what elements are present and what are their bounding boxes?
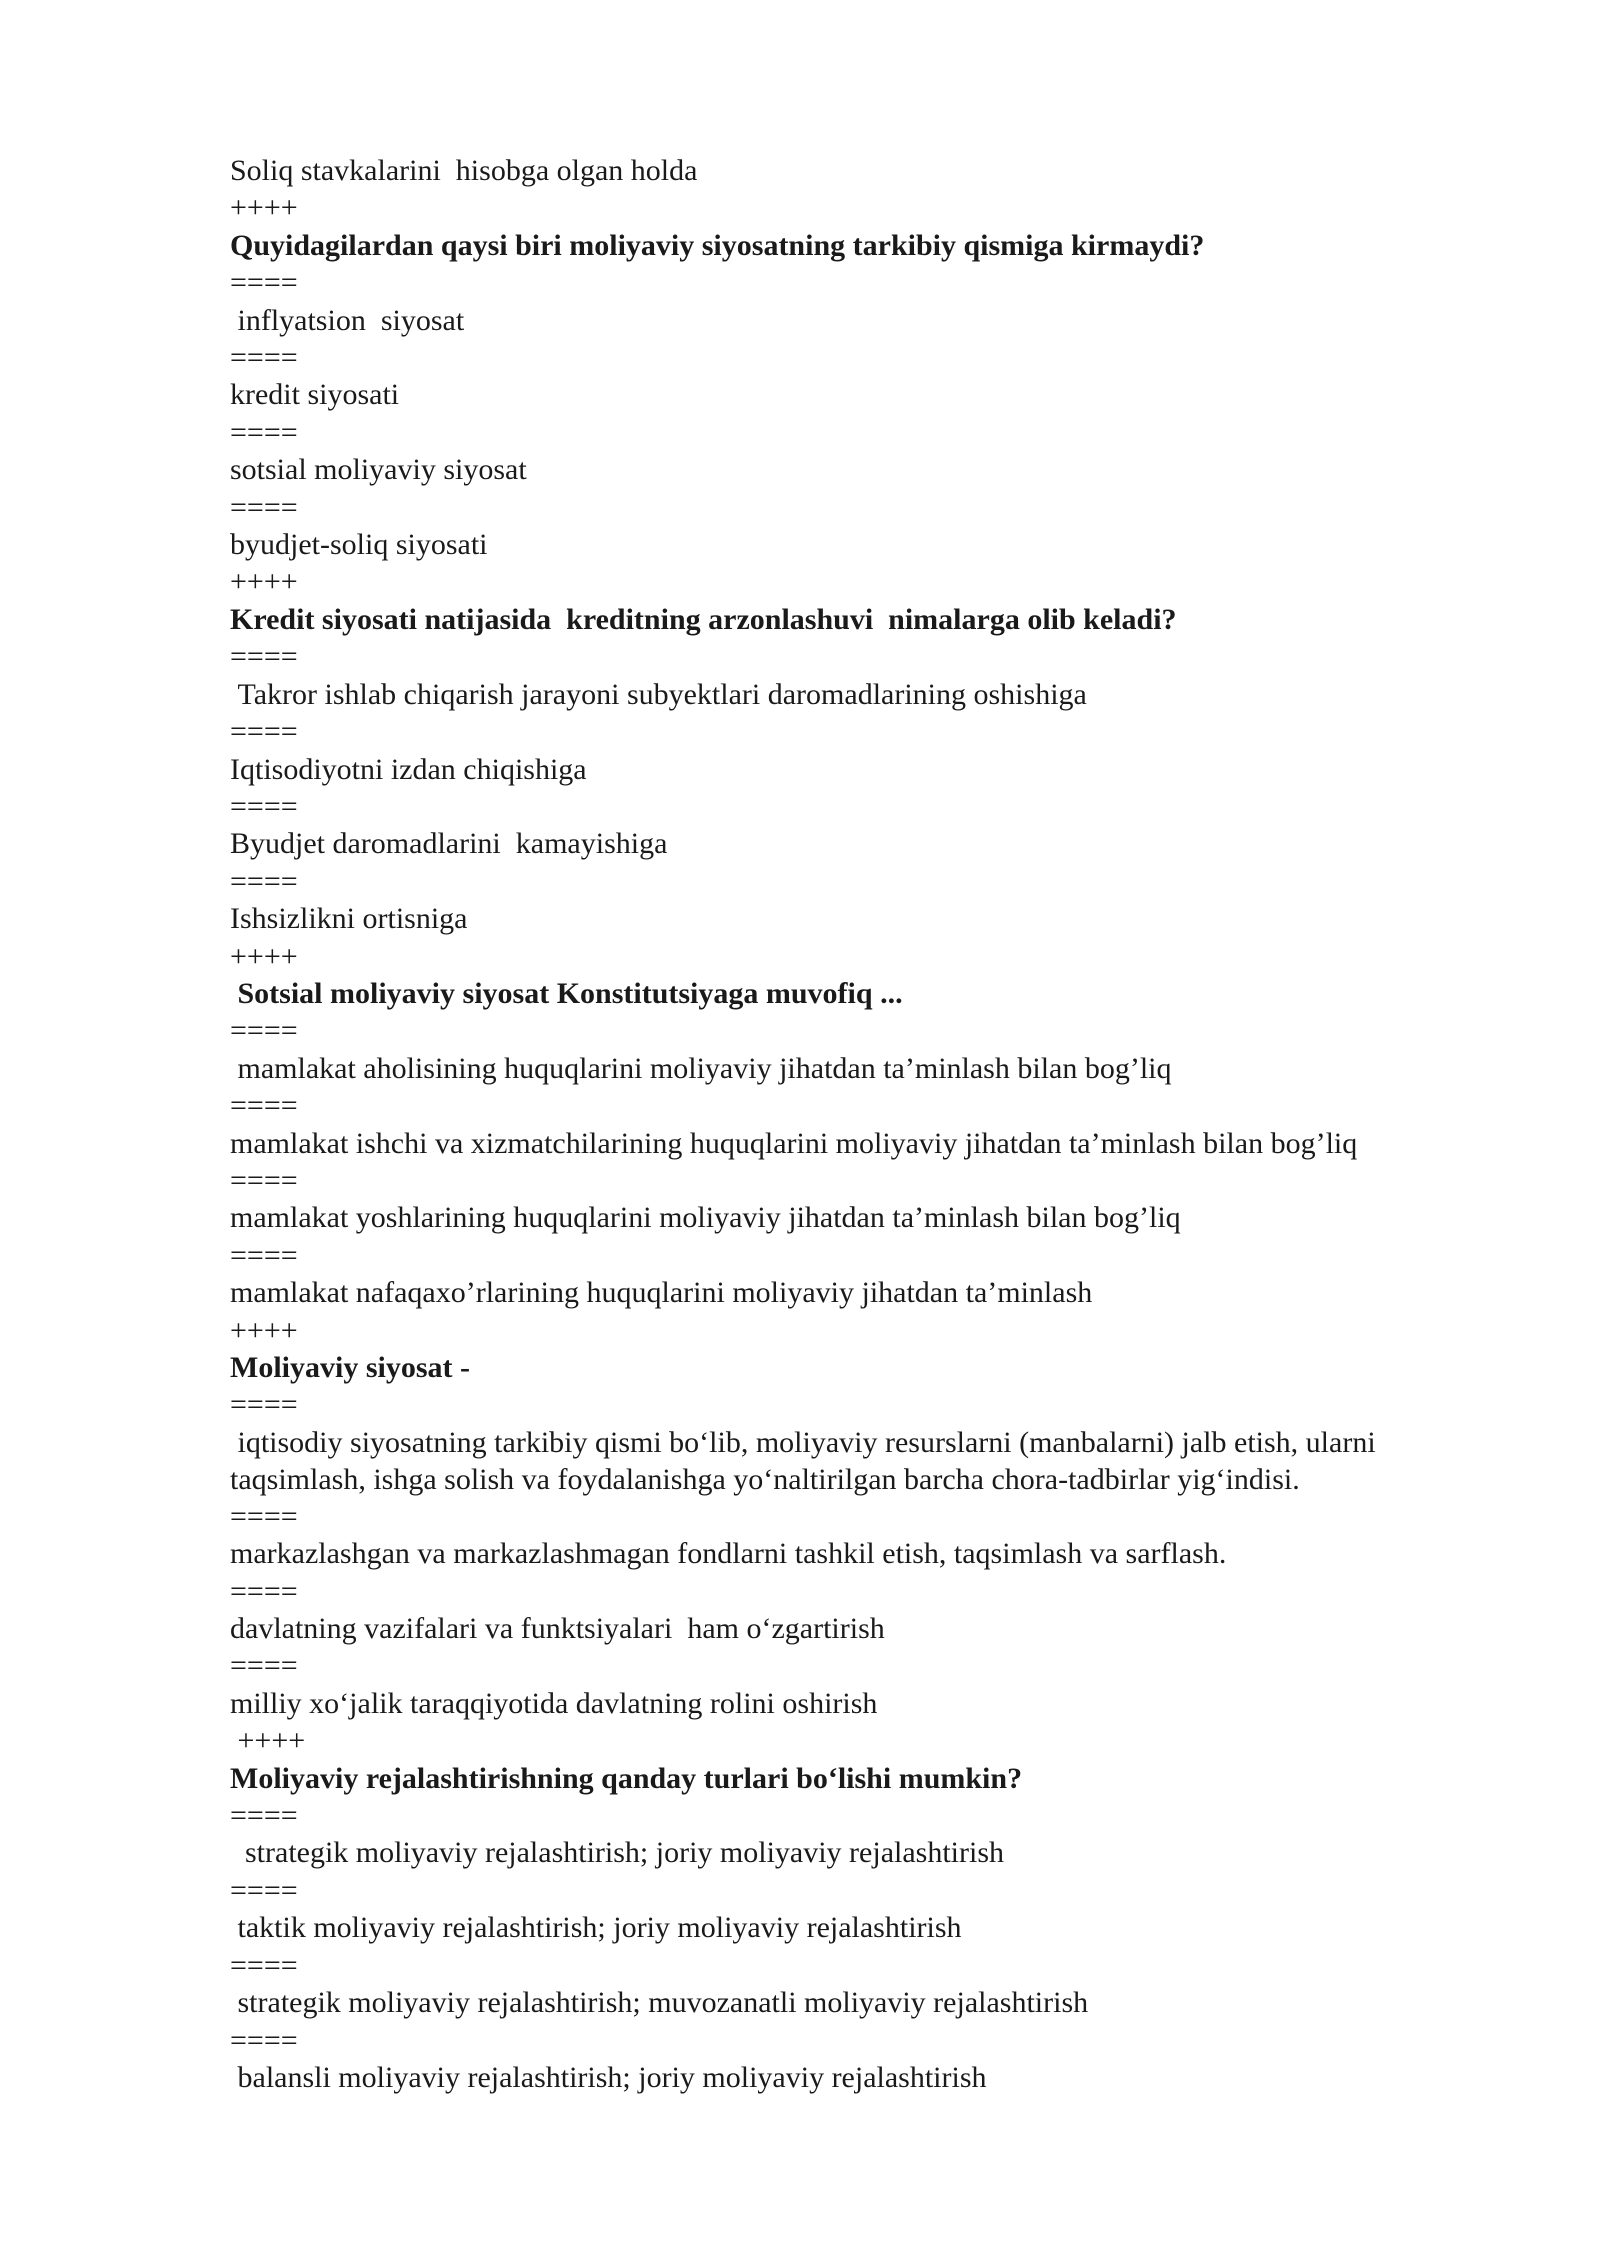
answer-line: strategik moliyaviy rejalashtirish; joriy moliyaviy rejalashtirish [230,1836,1005,1870]
separator-line: ==== [230,341,298,375]
answer-line: taktik moliyaviy rejalashtirish; joriy moliyaviy rejalashtirish [230,1911,962,1945]
answer-line: milliy xo‘jalik taraqqiyotida davlatning rolini oshirish [230,1686,878,1720]
separator-line: ==== [230,715,298,749]
answer-line: Iqtisodiyotni izdan chiqishiga [230,752,587,786]
answer-line: sotsial moliyaviy siyosat [230,453,527,487]
separator-line: ==== [230,490,298,524]
answer-line: Ishsizlikni ortisniga [230,902,468,936]
separator-line: ==== [230,1873,298,1907]
separator-line: ==== [230,1948,298,1982]
answer-line: Soliq stavkalarini hisobga olgan holda [230,154,698,187]
question-line: Moliyaviy siyosat - [230,1351,470,1384]
separator-line: ==== [230,789,298,823]
separator-line: ==== [230,1238,298,1272]
separator-line: ++++ [230,565,298,599]
document-body [230,152,1480,2096]
answer-line: strategik moliyaviy rejalashtirish; muvozanatli moliyaviy rejalashtirish [230,1986,1089,2020]
answer-line: iqtisodiy siyosatning tarkibiy qismi bo‘lib, moliyaviy resurslarni (manbalarni) jalb etish, ularni taqsimlash, ishga solish va foydalanishga yo‘naltirilgan barcha chora-tadbirlar yig‘indisi. [230,1425,1384,1496]
answer-line: inflyatsion siyosat [230,303,465,337]
separator-line: ==== [230,1649,298,1683]
question-line: Sotsial moliyaviy siyosat Konstitutsiyaga muvofiq ... [230,976,903,1010]
separator-line: ==== [230,415,298,449]
separator-line: ==== [230,1799,298,1833]
answer-line: Byudjet daromadlarini kamayishiga [230,827,668,861]
answer-line: Takror ishlab chiqarish jarayoni subyektlari daromadlarining oshishiga [230,677,1087,711]
separator-line: ==== [230,1574,298,1608]
separator-line: ==== [230,1089,298,1123]
separator-line: ++++ [230,939,298,973]
separator-line: ==== [230,1499,298,1533]
question-line: Quyidagilardan qaysi biri moliyaviy siyosatning tarkibiy qismiga kirmaydi? [230,228,1205,262]
separator-line: ++++ [230,191,298,225]
answer-line: mamlakat nafaqaxo’rlarining huquqlarini moliyaviy jihatdan ta’minlash [230,1276,1093,1310]
answer-line: kredit siyosati [230,378,400,412]
separator-line: ++++ [230,1313,298,1347]
question-line: Kredit siyosati natijasida kreditning arzonlashuvi nimalarga olib keladi? [230,602,1177,636]
separator-line: ==== [230,1163,298,1197]
answer-line: mamlakat aholisining huquqlarini moliyaviy jihatdan ta’minlash bilan bog’liq [230,1051,1172,1085]
separator-line: ==== [230,1014,298,1048]
separator-line: ==== [230,266,298,300]
separator-line: ==== [230,640,298,674]
separator-line: ==== [230,1388,298,1422]
separator-line: ==== [230,864,298,898]
answer-line: mamlakat ishchi va xizmatchilarining huquqlarini moliyaviy jihatdan ta’minlash bilan bog’liq [230,1126,1358,1160]
question-line: Moliyaviy rejalashtirishning qanday turlari bo‘lishi mumkin? [230,1761,1023,1795]
answer-line: byudjet-soliq siyosati [230,528,488,562]
separator-line: ++++ [230,1724,306,1758]
answer-line: davlatning vazifalari va funktsiyalari ham o‘zgartirish [230,1612,885,1646]
answer-line: markazlashgan va markazlashmagan fondlarni tashkil etish, taqsimlash va sarflash. [230,1537,1227,1571]
answer-line: balansli moliyaviy rejalashtirish; joriy moliyaviy rejalashtirish [230,2060,987,2094]
separator-line: ==== [230,2023,298,2057]
answer-line: mamlakat yoshlarining huquqlarini moliyaviy jihatdan ta’minlash bilan bog’liq [230,1201,1181,1235]
